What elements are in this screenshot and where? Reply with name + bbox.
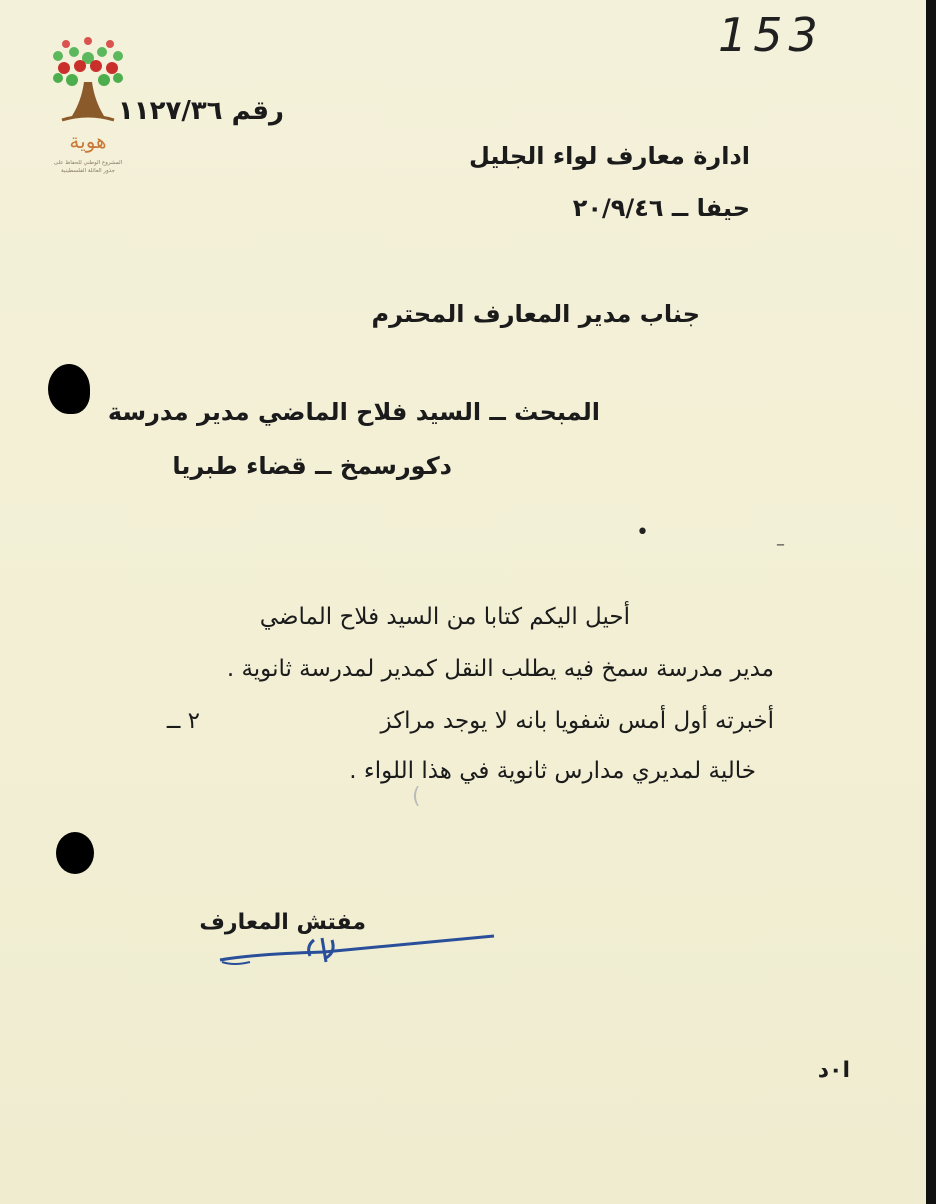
ink-speck-mark: • (636, 520, 649, 545)
faint-stamp-mark: ( (412, 784, 421, 809)
hawiya-logo (48, 36, 128, 186)
subject-line-2: دكورسمخ ــ قضاء طبريا (172, 452, 452, 480)
body-line-4: خالية لمديري مدارس ثانوية في هذا اللواء . (349, 758, 756, 784)
subject-line-1: المبحث ــ السيد فلاح الماضي مدير مدرسة (107, 398, 600, 426)
addressee: جناب مدير المعارف المحترم (371, 300, 700, 328)
handwritten-signature (214, 922, 504, 970)
place-date: حيفا ــ ٢٠/٩/٤٦ (572, 194, 750, 222)
tree-logo-icon (48, 36, 128, 186)
body-line-1: أحيل اليكم كتابا من السيد فلاح الماضي (259, 604, 630, 630)
reference-number: رقم ١١٢٧/٣٦ (117, 96, 284, 126)
body-line-3: أخبرته أول أمس شفويا بانه لا يوجد مراكز (380, 708, 774, 734)
svg-text:المشروع الوطني للحفاظ على: المشروع الوطني للحفاظ على (53, 160, 123, 166)
dash-mark: – (776, 534, 785, 555)
paragraph-number-2: ٢ ــ (166, 708, 200, 734)
svg-text:هوية: هوية (69, 129, 107, 153)
binder-hole-bottom (56, 832, 94, 874)
typist-initials: ا٠د (817, 1058, 850, 1083)
issuing-office: ادارة معارف لواء الجليل (468, 142, 750, 170)
binder-hole-top (48, 364, 90, 414)
body-line-2: مدير مدرسة سمخ فيه يطلب النقل كمدير لمدرسة ثانوية . (226, 656, 774, 682)
svg-text:جذور العائلة الفلسطينية: جذور العائلة الفلسطينية (60, 168, 116, 174)
handwritten-page-number: 153 (718, 8, 824, 62)
signature-title: مفتش المعارف (199, 910, 366, 935)
